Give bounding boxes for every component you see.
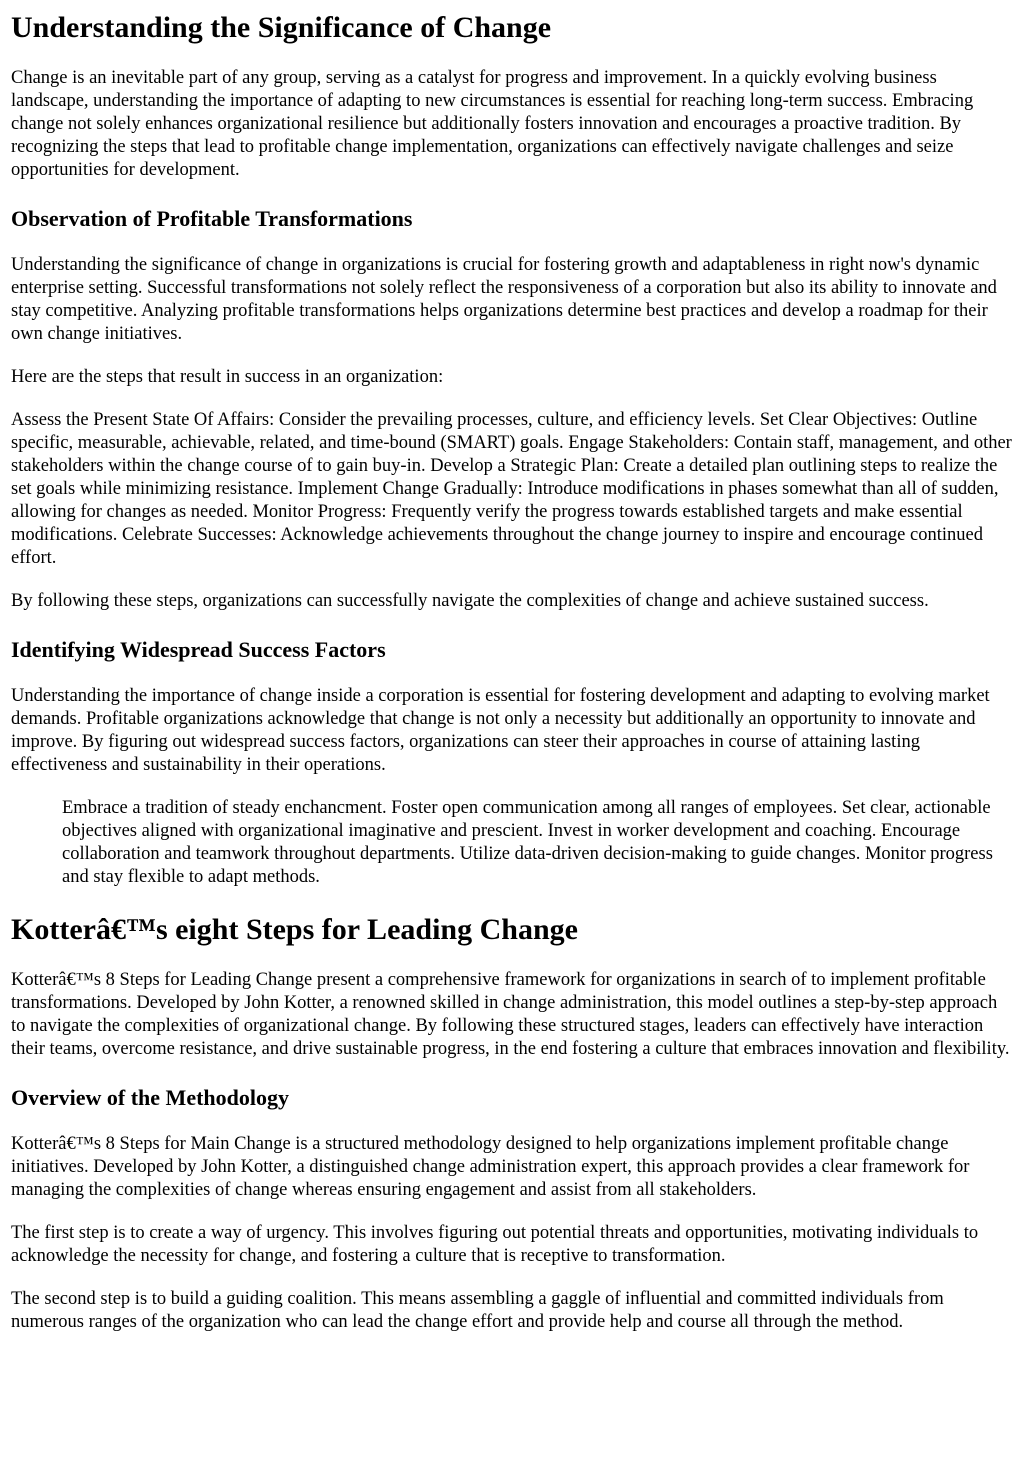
section-heading-success-factors: Identifying Widespread Success Factors (11, 637, 386, 662)
section-heading-observation: Observation of Profitable Transformations (11, 206, 413, 231)
intro-paragraph: Change is an inevitable part of any group, serving as a catalyst for progress and improvement. In a quickly evolving business landscape, understanding the importance of adapting to new circumstances is essential for reaching long-term success. Embracing change not solely enhances organizational resilience but additionally fosters innovation and encourages a proactive tradition. By recognizing the steps that lead to profitable change implementation, organizations can effectively navigate challenges and seize opportunities for development. (11, 68, 974, 180)
success-factors-paragraph: Understanding the importance of change inside a corporation is essential for fostering development and adapting to evolving market demands. Profitable organizations acknowledge that change is not only a necessity but additionally an opportunity to innovate and improve. By figuring out widespread success factors, organizations can steer their approaches in course of attaining lasting effectiveness and sustainability in their operations. (11, 686, 990, 775)
methodology-paragraph-1: Kotterâ€™s 8 Steps for Main Change is a structured methodology designed to help organizations implement profitable change initiatives. Developed by John Kotter, a distinguished change administration expert, this approach provides a clear framework for managing the complexities of change whereas ensuring engagement and assist from all stakeholders. (11, 1134, 970, 1200)
success-factors-quote: Embrace a tradition of steady enchancment. Foster open communication among all ranges of employees. Set clear, actionable objectives aligned with organizational imaginative and prescient. Invest in worker development and coaching. Encourage collaboration and teamwork throughout departments. Utilize data-driven decision-making to guide changes. Monitor progress and stay flexible to adapt methods. (62, 798, 993, 887)
observation-paragraph-4: By following these steps, organizations can successfully navigate the complexities of change and achieve sustained success. (11, 591, 929, 611)
kotter-title: Kotterâ€™s eight Steps for Leading Change (11, 913, 578, 946)
observation-paragraph-1: Understanding the significance of change in organizations is crucial for fostering growth and adaptableness in right now's dynamic enterprise setting. Successful transformations not solely reflect the responsiveness of a corporation but also its ability to innovate and stay competitive. Analyzing profitable transformations helps organizations determine best practices and develop a roadmap for their own change initiatives. (11, 255, 997, 344)
section-heading-methodology: Overview of the Methodology (11, 1085, 289, 1110)
kotter-paragraph: Kotterâ€™s 8 Steps for Leading Change present a comprehensive framework for organizations in search of to implement profitable transformations. Developed by John Kotter, a renowned skilled in change administration, this model outlines a step-by-step approach to navigate the complexities of organizational change. By following these structured stages, leaders can effectively have interaction their teams, overcome resistance, and drive sustainable progress, in the end fostering a culture that embraces innovation and flexibility. (11, 970, 1010, 1059)
methodology-paragraph-3: The second step is to build a guiding coalition. This means assembling a gaggle of influential and committed individuals from numerous ranges of the organization who can lead the change effort and provide help and course all through the method. (11, 1289, 944, 1332)
methodology-paragraph-2: The first step is to create a way of urgency. This involves figuring out potential threats and opportunities, motivating individuals to acknowledge the necessity for change, and fostering a culture that is receptive to transformation. (11, 1223, 979, 1266)
page-title: Understanding the Significance of Change (11, 11, 552, 44)
observation-paragraph-2: Here are the steps that result in success in an organization: (11, 367, 444, 387)
observation-steps-paragraph: Assess the Present State Of Affairs: Consider the prevailing processes, culture, and efficiency levels. Set Clear Objectives: Outline specific, measurable, achievable, related, and time-bound (SMART) goals. Engage Stakeholders: Contain staff, management, and other stakeholders within the change course of to gain buy-in. Develop a Strategic Plan: Create a detailed plan outlining steps to realize the set goals while minimizing resistance. Implement Change Gradually: Introduce modifications in phases somewhat than all of sudden, allowing for changes as needed. Monitor Progress: Frequently verify the progress towards established targets and make essential modifications. Celebrate Successes: Acknowledge achievements throughout the change journey to inspire and encourage continued effort. (11, 410, 1012, 568)
